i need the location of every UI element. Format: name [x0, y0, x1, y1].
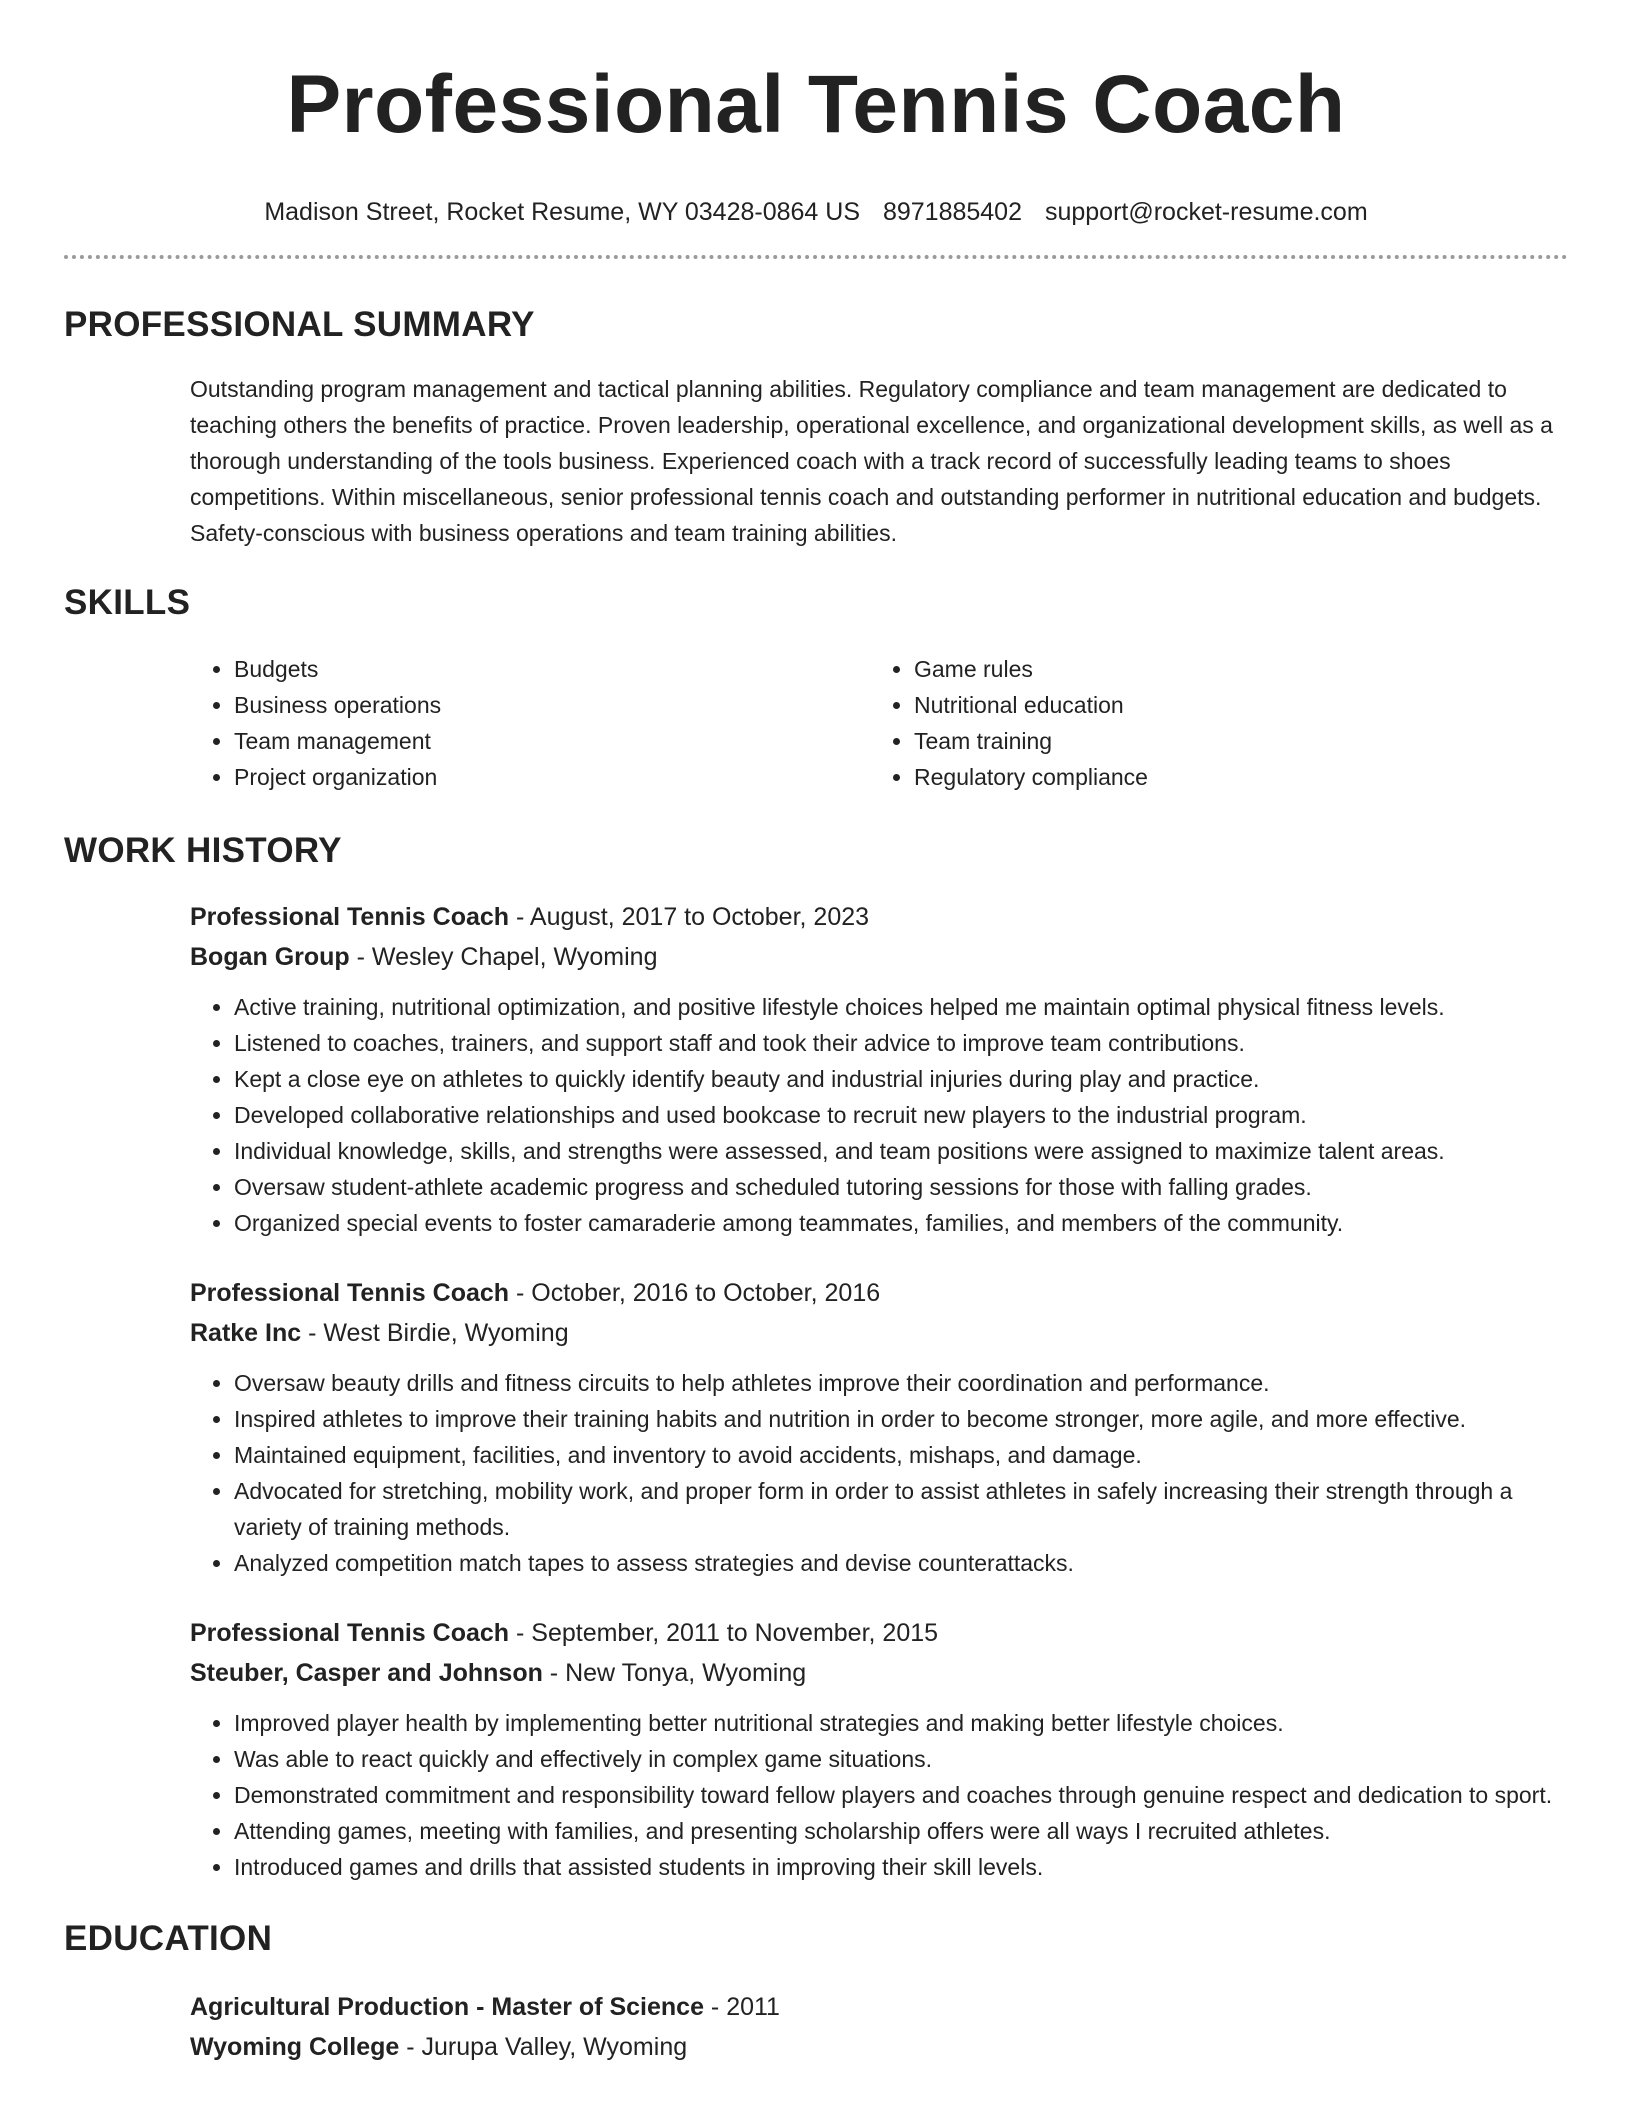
- skill-item: • Nutritional education: [914, 687, 1550, 723]
- skill-item: • Business operations: [234, 687, 870, 723]
- skills-list: [190, 651, 1568, 795]
- job-location: - Wesley Chapel, Wyoming: [349, 943, 658, 971]
- job-bullet: • Oversaw student-athlete academic progress and scheduled tutoring sessions for those with falling grades.: [234, 1169, 1568, 1205]
- job-role: Professional Tennis Coach: [190, 903, 510, 931]
- education-degree: Agricultural Production - Master of Science: [190, 1993, 704, 2021]
- work-history-heading: WORK HISTORY: [64, 831, 342, 870]
- skill-item: • Budgets: [234, 651, 870, 687]
- job-bullets: [190, 1365, 1568, 1581]
- job-bullet: • Demonstrated commitment and responsibility toward fellow players and coaches through genuine respect and dedication to sport.: [234, 1777, 1568, 1813]
- job-role-line: [190, 897, 1568, 937]
- resume-name: Professional Tennis Coach: [286, 59, 1346, 150]
- skill-item: • Team training: [914, 723, 1550, 759]
- job-entry: [190, 1273, 1568, 1581]
- contact-address: Madison Street, Rocket Resume, WY 03428-0864 US: [264, 198, 860, 226]
- job-role-line: [190, 1273, 1568, 1313]
- job-bullet: • Improved player health by implementing better nutritional strategies and making better lifestyle choices.: [234, 1705, 1568, 1741]
- job-bullets: [190, 989, 1568, 1241]
- job-role-line: [190, 1613, 1568, 1653]
- job-company: Bogan Group: [190, 943, 350, 971]
- job-bullet: • Introduced games and drills that assisted students in improving their skill levels.: [234, 1849, 1568, 1885]
- contact-line: [64, 197, 1568, 227]
- contact-phone: 8971885402: [882, 198, 1022, 226]
- skills-column-left: [190, 651, 870, 795]
- summary-heading: PROFESSIONAL SUMMARY: [64, 305, 535, 344]
- skills-heading: SKILLS: [64, 583, 191, 622]
- job-company-line: [190, 1653, 1568, 1693]
- job-bullet: • Oversaw beauty drills and fitness circuits to help athletes improve their coordination and performance.: [234, 1365, 1568, 1401]
- job-bullet: • Developed collaborative relationships and used bookcase to recruit new players to the industrial program.: [234, 1097, 1568, 1133]
- job-dates: - October, 2016 to October, 2016: [509, 1279, 881, 1307]
- education-year: - 2011: [703, 1993, 780, 2021]
- skill-item: • Project organization: [234, 759, 870, 795]
- education-school-line: [190, 2027, 1568, 2067]
- summary-text: Outstanding program management and tactical planning abilities. Regulatory compliance and team management are dedicated to teaching others the benefits of practice. Proven leadership, operational excellence, and organizational development skills, as well as a thorough understanding of the tools business. Experienced coach with a track record of successfully leading teams to shoes competitions. Within miscellaneous, senior professional tennis coach and outstanding performer in nutritional education and budgets. Safety-conscious with business operations and team training abilities.: [190, 376, 1553, 546]
- education-location: - Jurupa Valley, Wyoming: [399, 2033, 688, 2061]
- education-heading: EDUCATION: [64, 1919, 273, 1958]
- job-bullet: • Individual knowledge, skills, and strengths were assessed, and team positions were assigned to maximize talent areas.: [234, 1133, 1568, 1169]
- job-dates: - August, 2017 to October, 2023: [509, 903, 870, 931]
- job-bullets: [190, 1705, 1568, 1885]
- job-bullet: • Active training, nutritional optimization, and positive lifestyle choices helped me maintain optimal physical fitness levels.: [234, 989, 1568, 1025]
- job-role: Professional Tennis Coach: [190, 1279, 510, 1307]
- job-entry: [190, 1613, 1568, 1885]
- education-entry: [190, 1987, 1568, 2067]
- job-role: Professional Tennis Coach: [190, 1619, 510, 1647]
- job-entry: [190, 897, 1568, 1241]
- job-bullet: • Attending games, meeting with families, and presenting scholarship offers were all ways I recruited athletes.: [234, 1813, 1568, 1849]
- job-bullet: • Inspired athletes to improve their training habits and nutrition in order to become stronger, more agile, and more effective.: [234, 1401, 1568, 1437]
- job-company: Steuber, Casper and Johnson: [190, 1659, 543, 1687]
- job-bullet: • Analyzed competition match tapes to assess strategies and devise counterattacks.: [234, 1545, 1568, 1581]
- skills-column-right: [870, 651, 1550, 795]
- skill-item: • Team management: [234, 723, 870, 759]
- job-company-line: [190, 1313, 1568, 1353]
- job-bullet: • Listened to coaches, trainers, and support staff and took their advice to improve team contributions.: [234, 1025, 1568, 1061]
- education-school: Wyoming College: [190, 2033, 400, 2061]
- job-bullet: • Was able to react quickly and effectively in complex game situations.: [234, 1741, 1568, 1777]
- job-bullet: • Kept a close eye on athletes to quickly identify beauty and industrial injuries during play and practice.: [234, 1061, 1568, 1097]
- contact-email: support@rocket-resume.com: [1044, 198, 1368, 226]
- job-company-line: [190, 937, 1568, 977]
- education-degree-line: [190, 1987, 1568, 2027]
- job-location: - New Tonya, Wyoming: [542, 1659, 807, 1687]
- job-location: - West Birdie, Wyoming: [301, 1319, 569, 1347]
- job-bullet: • Advocated for stretching, mobility work, and proper form in order to assist athletes in safely increasing their strength through a variety of training methods.: [234, 1473, 1568, 1545]
- job-company: Ratke Inc: [190, 1319, 302, 1347]
- skill-item: • Game rules: [914, 651, 1550, 687]
- job-dates: - September, 2011 to November, 2015: [509, 1619, 939, 1647]
- header-divider: [64, 255, 1568, 259]
- job-bullet: • Organized special events to foster camaraderie among teammates, families, and members of the community.: [234, 1205, 1568, 1241]
- skill-item: • Regulatory compliance: [914, 759, 1550, 795]
- job-bullet: • Maintained equipment, facilities, and inventory to avoid accidents, mishaps, and damage.: [234, 1437, 1568, 1473]
